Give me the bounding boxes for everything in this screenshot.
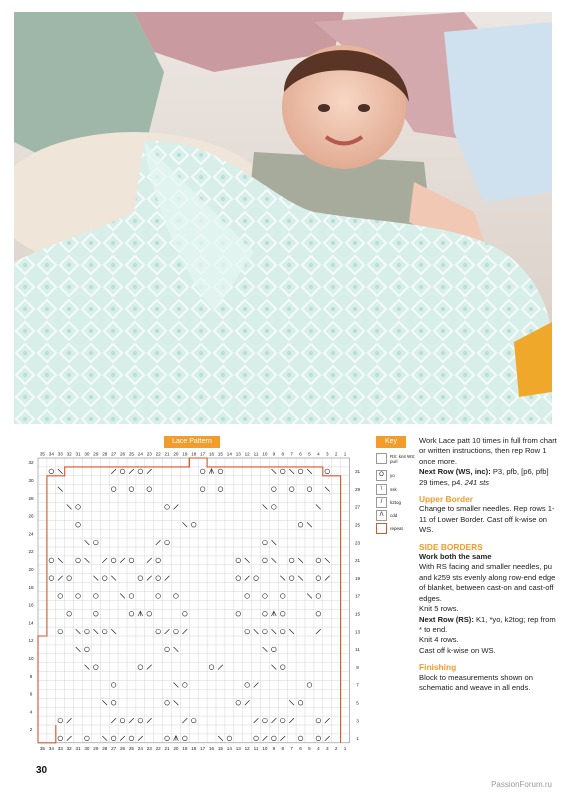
row-number: 12 <box>28 638 34 644</box>
row-number: 31 <box>354 469 361 475</box>
column-number: 33 <box>57 451 63 457</box>
column-number: 5 <box>308 745 311 751</box>
column-number: 11 <box>253 745 259 751</box>
column-number: 17 <box>200 745 206 751</box>
column-number: 4 <box>317 451 320 457</box>
column-number: 5 <box>308 451 311 457</box>
column-number: 35 <box>39 451 46 457</box>
side-borders-subheading: Work both the same <box>419 552 492 562</box>
column-number: 35 <box>39 745 46 751</box>
row-number: 10 <box>28 655 34 661</box>
row-number: 28 <box>28 495 34 501</box>
column-number: 16 <box>208 745 215 751</box>
key-label: repeat <box>390 526 403 531</box>
next-rs-text: K1, *yo, k2tog; rep from * to end. <box>419 614 556 634</box>
row-number: 14 <box>28 620 34 626</box>
upper-border-heading: Upper Border <box>419 494 473 505</box>
key-label: cdd <box>390 513 398 518</box>
column-number: 21 <box>164 451 170 457</box>
side-borders-text: With RS facing and smaller needles, pu and k259 sts evenly along row-end edge of blanket, between cast-on and cast-off edges. <box>419 562 556 603</box>
column-number: 29 <box>93 745 99 751</box>
key-item <box>376 510 416 521</box>
column-number: 17 <box>200 451 206 457</box>
row-number: 15 <box>354 611 361 617</box>
row-number: 5 <box>356 700 359 706</box>
column-number: 7 <box>290 745 293 751</box>
column-number: 24 <box>137 451 143 457</box>
key-item <box>376 453 416 464</box>
row-number: 13 <box>354 629 361 635</box>
next-rs-label: Next Row (RS): <box>419 614 474 624</box>
knit-5-rows: Knit 5 rows. <box>419 604 459 614</box>
column-number: 13 <box>235 451 241 457</box>
row-number: 7 <box>356 682 359 688</box>
column-number: 3 <box>325 745 329 751</box>
column-number: 3 <box>325 451 329 457</box>
key-label: yo <box>390 473 395 478</box>
next-rs-paragraph <box>419 615 557 636</box>
key-title: Key <box>376 436 406 448</box>
row-number: 19 <box>354 575 361 581</box>
column-number: 20 <box>173 451 179 457</box>
row-number: 16 <box>28 602 34 608</box>
column-number: 8 <box>281 451 285 457</box>
column-number: 23 <box>146 451 152 457</box>
finishing-heading: Finishing <box>419 662 457 673</box>
column-number: 2 <box>334 745 338 751</box>
column-number: 22 <box>155 745 161 751</box>
row-number: 23 <box>354 540 361 546</box>
knit-4-rows: Knit 4 rows. <box>419 635 459 645</box>
row-number: 30 <box>28 477 34 483</box>
page-number: 30 <box>36 765 48 776</box>
column-number: 28 <box>102 745 108 751</box>
row-number: 27 <box>354 504 361 510</box>
row-number: 32 <box>28 460 34 466</box>
column-number: 31 <box>75 451 81 457</box>
column-number: 19 <box>182 745 188 751</box>
column-number: 30 <box>84 745 90 751</box>
key-symbol: \ <box>376 484 387 495</box>
key-symbol <box>376 453 387 464</box>
row-number: 20 <box>28 566 34 572</box>
column-number: 9 <box>272 745 276 751</box>
row-number: 25 <box>354 522 361 528</box>
row-number: 24 <box>28 531 34 537</box>
lace-chart <box>24 448 376 756</box>
column-number: 30 <box>84 451 90 457</box>
row-number: 11 <box>355 647 360 653</box>
intro-paragraph: Work Lace patt 10 times in full from chart or written instructions, then rep Row 1 once more. <box>419 436 557 466</box>
key-item <box>376 484 416 495</box>
column-number: 20 <box>173 745 179 751</box>
next-row-text: P3, pfb, [p6, pfb] 29 times, p4. <box>419 467 549 487</box>
row-number: 22 <box>28 549 34 555</box>
column-number: 25 <box>128 745 135 751</box>
row-number: 18 <box>28 584 34 590</box>
column-number: 21 <box>164 745 170 751</box>
side-borders-heading: SIDE BORDERS <box>419 541 483 552</box>
row-number: 2 <box>29 727 33 733</box>
column-number: 15 <box>217 451 224 457</box>
key-item <box>376 497 416 508</box>
row-number: 4 <box>29 709 33 715</box>
column-number: 26 <box>119 451 126 457</box>
column-number: 28 <box>102 451 108 457</box>
key-item <box>376 523 416 534</box>
key-symbol: O <box>376 470 387 481</box>
cast-off-text: Cast off k-wise on WS. <box>419 645 496 655</box>
column-number: 10 <box>262 451 268 457</box>
column-number: 27 <box>111 451 117 457</box>
column-number: 23 <box>146 745 152 751</box>
column-number: 6 <box>299 745 302 751</box>
column-number: 14 <box>226 451 232 457</box>
next-row-sts: 241 sts <box>462 477 490 487</box>
column-number: 8 <box>281 745 285 751</box>
column-number: 1 <box>343 451 347 457</box>
column-number: 16 <box>208 451 215 457</box>
column-number: 34 <box>48 451 54 457</box>
row-number: 26 <box>28 513 34 519</box>
key-label: ssk <box>390 487 397 492</box>
column-number: 26 <box>119 745 126 751</box>
column-number: 12 <box>244 745 250 751</box>
next-row-paragraph <box>419 467 557 488</box>
key-symbol <box>376 523 387 534</box>
column-number: 6 <box>299 451 302 457</box>
site-watermark: PassionForum.ru <box>491 780 552 789</box>
row-number: 8 <box>29 673 33 679</box>
hero-photo <box>14 12 552 424</box>
column-number: 7 <box>290 451 293 457</box>
chart-title: Lace Pattern <box>164 436 220 448</box>
column-number: 32 <box>66 451 72 457</box>
key-symbol: / <box>376 497 387 508</box>
column-number: 4 <box>317 745 320 751</box>
key-label: k2tog <box>390 500 402 505</box>
row-number: 3 <box>356 718 359 724</box>
column-number: 2 <box>334 451 338 457</box>
row-number: 29 <box>354 486 361 492</box>
row-number: 17 <box>354 593 361 599</box>
column-number: 25 <box>128 451 135 457</box>
column-number: 18 <box>191 745 197 751</box>
column-number: 10 <box>262 745 268 751</box>
column-number: 11 <box>253 451 259 457</box>
column-number: 15 <box>217 745 224 751</box>
finishing-text: Block to measurements shown on schematic and weave in all ends. <box>419 672 533 692</box>
column-number: 24 <box>137 745 143 751</box>
column-number: 12 <box>244 451 250 457</box>
column-number: 27 <box>111 745 117 751</box>
upper-border-text: Change to smaller needles. Rep rows 1-11 of Lower Border. Cast off k-wise on WS. <box>419 504 555 535</box>
key-label: RS: knit WS: purl <box>390 453 416 464</box>
column-number: 29 <box>93 451 99 457</box>
column-number: 19 <box>182 451 188 457</box>
row-number: 6 <box>29 691 33 697</box>
column-number: 31 <box>75 745 81 751</box>
instructions-column <box>419 436 557 693</box>
column-number: 34 <box>48 745 54 751</box>
row-number: 9 <box>356 664 359 670</box>
column-number: 18 <box>191 451 197 457</box>
column-number: 13 <box>235 745 241 751</box>
column-number: 1 <box>343 745 347 751</box>
column-number: 22 <box>155 451 161 457</box>
row-number: 21 <box>354 558 361 564</box>
key-item <box>376 470 416 481</box>
key-symbol: Λ <box>376 510 387 521</box>
column-number: 14 <box>226 745 232 751</box>
row-number: 1 <box>356 736 359 742</box>
column-number: 9 <box>272 451 276 457</box>
column-number: 32 <box>66 745 72 751</box>
column-number: 33 <box>57 745 63 751</box>
next-row-label: Next Row (WS, inc): <box>419 467 491 477</box>
